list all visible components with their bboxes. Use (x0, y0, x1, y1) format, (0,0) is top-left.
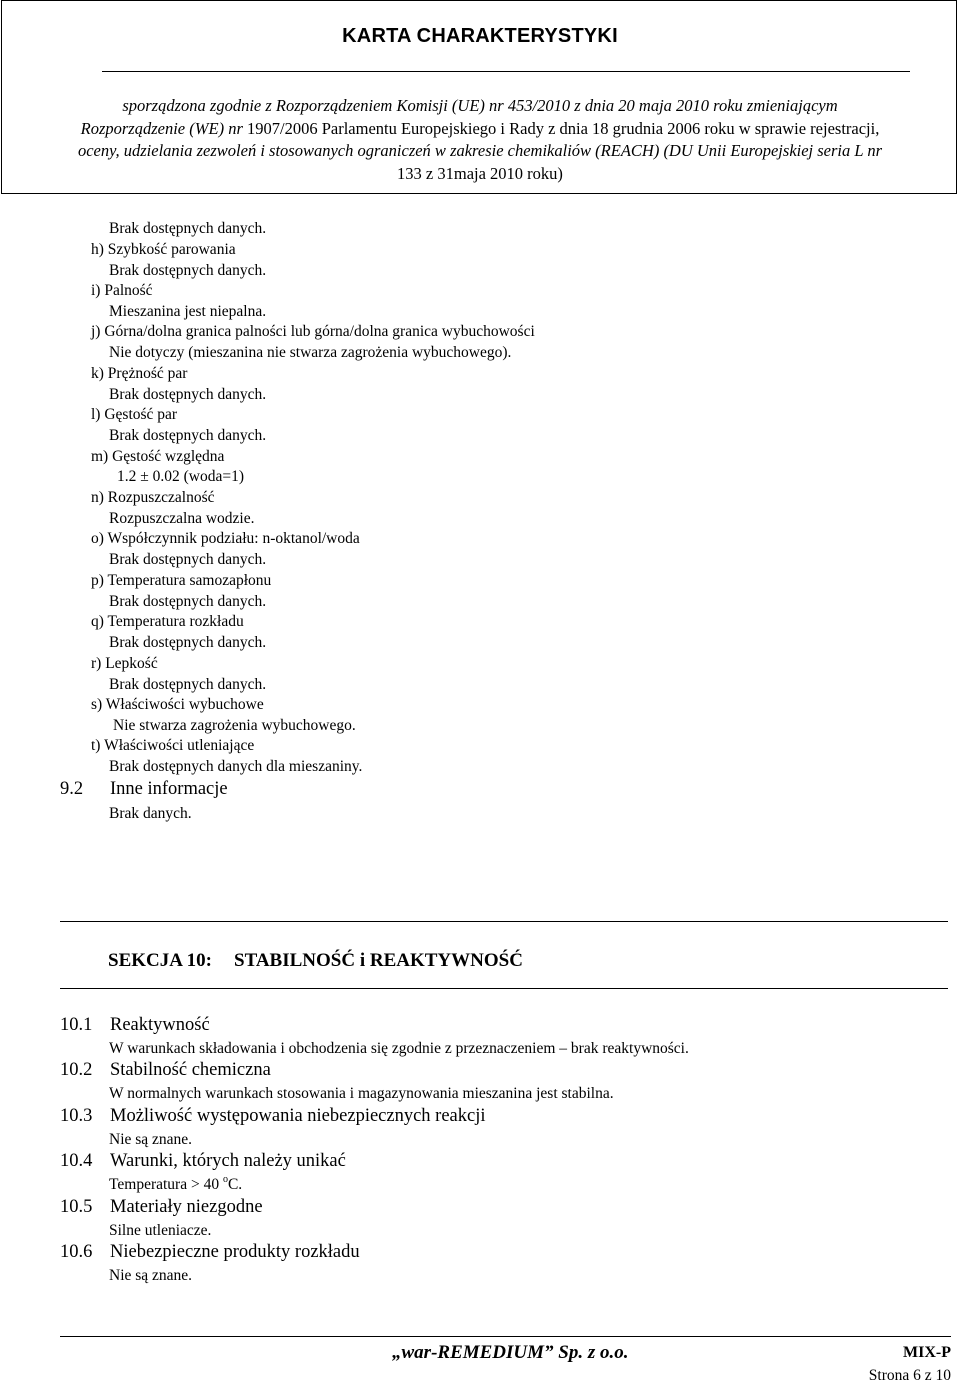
property-n-value: Rozpuszczalna wodzie. (109, 510, 255, 527)
section-10-4-number: 10.4 (60, 1151, 93, 1171)
property-q-label: q) Temperatura rozkładu (91, 613, 244, 630)
property-i-label: i) Palność (91, 282, 153, 299)
property-p-value: Brak dostępnych danych. (109, 593, 267, 610)
section-10-6-title: Niebezpieczne produkty rozkładu (110, 1242, 360, 1262)
property-s-value: Nie stwarza zagrożenia wybuchowego. (113, 717, 356, 734)
section-10-3-number: 10.3 (60, 1106, 93, 1126)
property-s-label: s) Właściwości wybuchowe (91, 696, 264, 713)
property-k-value: Brak dostępnych danych. (109, 386, 267, 403)
property-l-value: Brak dostępnych danych. (109, 427, 267, 444)
section-10-4-title: Warunki, których należy unikać (110, 1151, 346, 1171)
section-10-4-body (109, 1176, 242, 1194)
section-10-5-title: Materiały niezgodne (110, 1197, 263, 1217)
property-o-value: Brak dostępnych danych. (109, 551, 267, 568)
section-10-6-heading (60, 1242, 360, 1263)
section-10-4-heading (60, 1151, 346, 1172)
footer-rule (60, 1336, 951, 1337)
section-10-4-body-b: C. (227, 1176, 243, 1193)
section-10-3-heading (60, 1106, 486, 1127)
property-m-label: m) Gęstość względna (91, 448, 225, 465)
section-9-2-title: Inne informacje (110, 779, 228, 799)
property-i-value: Mieszanina jest niepalna. (109, 303, 267, 320)
section-10-1-title: Reaktywność (110, 1015, 210, 1035)
property-n-label: n) Rozpuszczalność (91, 489, 215, 506)
regulation-line-2a: Rozporządzenie (WE) nr (80, 118, 247, 138)
header-box (1, 0, 957, 194)
property-j-label: j) Górna/dolna granica palności lub górna/dolna granica wybuchowości (91, 323, 535, 340)
property-h-label: h) Szybkość parowania (91, 241, 236, 258)
section-10-5-body: Silne utleniacze. (109, 1222, 212, 1239)
section-10-2-number: 10.2 (60, 1060, 93, 1080)
section-10-1-body: W warunkach składowania i obchodzenia się zgodnie z przeznaczeniem – brak reaktywności. (109, 1040, 689, 1057)
document-title: KARTA CHARAKTERYSTYKI (342, 25, 618, 47)
section-10-2-body: W normalnych warunkach stosowania i magazynowania mieszanina jest stabilna. (109, 1085, 614, 1102)
title-rule (102, 71, 910, 72)
page-number: Strona 6 z 10 (868, 1367, 951, 1384)
property-r-value: Brak dostępnych danych. (109, 676, 267, 693)
regulation-line-1: sporządzona zgodnie z Rozporządzeniem Komisji (UE) nr 453/2010 z dnia 20 maja 2010 roku zmieniającym (122, 96, 838, 115)
section-10-3-title: Możliwość występowania niebezpiecznych reakcji (110, 1106, 486, 1126)
property-m-value: 1.2 ± 0.02 (woda=1) (117, 468, 245, 485)
section-9-2-heading (60, 779, 228, 800)
property-r-label: r) Lepkość (91, 655, 158, 672)
property-g-value: Brak dostępnych danych. (109, 220, 267, 237)
property-q-value: Brak dostępnych danych. (109, 634, 267, 651)
section-10-name: STABILNOŚĆ i REAKTYWNOŚĆ (234, 950, 523, 971)
property-t-value: Brak dostępnych danych dla mieszaniny. (109, 758, 363, 775)
property-o-label: o) Współczynnik podziału: n-oktanol/woda (91, 530, 360, 547)
section-10-1-heading (60, 1015, 210, 1036)
section-10-label: SEKCJA 10: (108, 950, 212, 971)
section-top-rule (60, 921, 948, 922)
section-10-6-body: Nie są znane. (109, 1267, 193, 1284)
regulation-text (12, 95, 948, 185)
section-10-2-title: Stabilność chemiczna (110, 1060, 271, 1080)
section-10-5-number: 10.5 (60, 1197, 93, 1217)
property-h-value: Brak dostępnych danych. (109, 262, 267, 279)
section-10-2-heading (60, 1060, 271, 1081)
section-10-6-number: 10.6 (60, 1242, 93, 1262)
property-j-value: Nie dotyczy (mieszanina nie stwarza zagrożenia wybuchowego). (109, 344, 512, 361)
section-bottom-rule (60, 988, 948, 989)
regulation-line-2 (12, 118, 948, 141)
property-t-label: t) Właściwości utleniające (91, 737, 255, 754)
section-10-3-body: Nie są znane. (109, 1131, 193, 1148)
section-10-title (108, 950, 523, 972)
degree-sup: o (222, 1174, 228, 1185)
property-k-label: k) Prężność par (91, 365, 188, 382)
section-10-4-body-a: Temperatura > 40 (109, 1176, 223, 1193)
section-10-5-heading (60, 1197, 263, 1218)
regulation-line-3: oceny, udzielania zezwoleń i stosowanych ograniczeń w zakresie chemikaliów (REACH) (DU Unii Europejskiej seria L nr (77, 141, 883, 160)
regulation-line-4: 133 z 31maja 2010 roku) (397, 163, 563, 183)
product-code: MIX-P (903, 1344, 951, 1361)
property-p-label: p) Temperatura samozapłonu (91, 572, 272, 589)
regulation-line-2b: 1907/2006 Parlamentu Europejskiego i Rady z dnia 18 grudnia 2006 roku w sprawie rejestracji, (247, 118, 880, 138)
section-9-2-number: 9.2 (60, 779, 84, 799)
property-l-label: l) Gęstość par (91, 406, 178, 423)
company-name: „war-REMEDIUM” Sp. z o.o. (392, 1342, 629, 1363)
section-9-2-body: Brak danych. (109, 805, 192, 822)
section-10-1-number: 10.1 (60, 1015, 93, 1035)
